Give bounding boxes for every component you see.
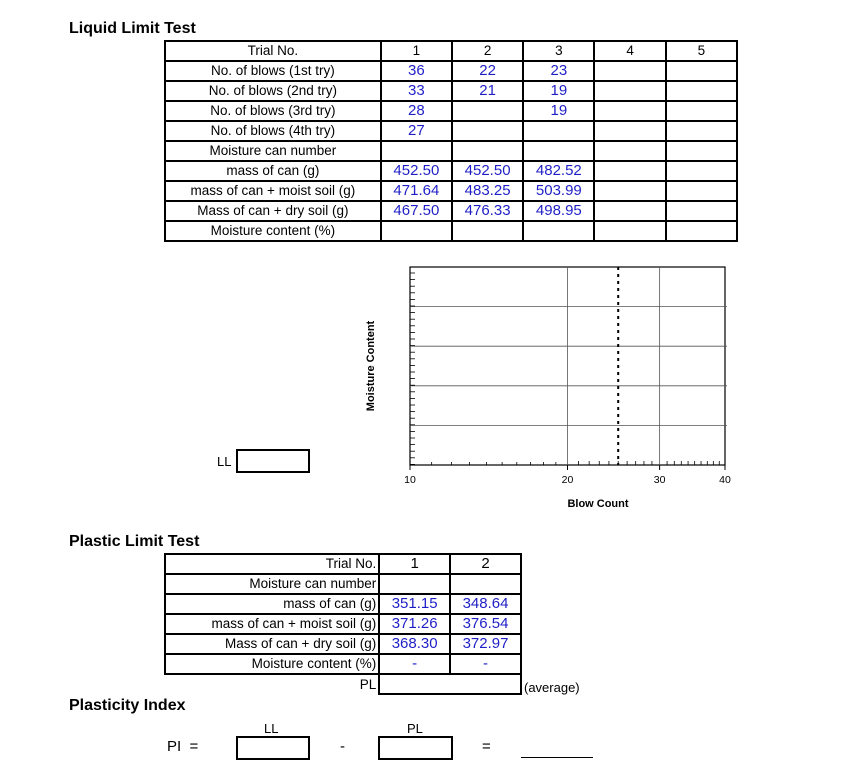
ll-cell[interactable] bbox=[594, 81, 665, 101]
ll-cell[interactable] bbox=[594, 181, 665, 201]
ll-cell[interactable] bbox=[666, 141, 737, 161]
pl-cell[interactable]: 351.15 bbox=[379, 594, 450, 614]
pl-row bbox=[165, 634, 521, 654]
ll-cell[interactable] bbox=[452, 121, 523, 141]
pl-row bbox=[165, 654, 521, 674]
ll-cell[interactable]: 498.95 bbox=[523, 201, 594, 221]
ll-cell[interactable]: 467.50 bbox=[381, 201, 452, 221]
ll-cell[interactable] bbox=[666, 181, 737, 201]
ll-cell[interactable]: 19 bbox=[523, 101, 594, 121]
pl-header-row bbox=[165, 554, 521, 574]
ll-cell[interactable]: 483.25 bbox=[452, 181, 523, 201]
ll-cell[interactable] bbox=[594, 121, 665, 141]
y-axis-title: Moisture Content bbox=[365, 320, 377, 412]
trial-number: 5 bbox=[666, 41, 737, 61]
ll-result-field[interactable] bbox=[236, 449, 310, 473]
trial-number: 3 bbox=[523, 41, 594, 61]
ll-cell[interactable]: 452.50 bbox=[381, 161, 452, 181]
ll-row-label: No. of blows (1st try) bbox=[165, 61, 381, 81]
pi-pl-caption: PL bbox=[407, 721, 423, 736]
ll-cell[interactable]: 452.50 bbox=[452, 161, 523, 181]
pl-row-label: Moisture content (%) bbox=[165, 654, 379, 674]
ll-cell[interactable] bbox=[381, 221, 452, 241]
ll-cell[interactable]: 22 bbox=[452, 61, 523, 81]
ll-row-label: No. of blows (3rd try) bbox=[165, 101, 381, 121]
ll-row bbox=[165, 101, 737, 121]
pl-row-label: Moisture can number bbox=[165, 574, 379, 594]
pl-trial-no-label: Trial No. bbox=[165, 554, 379, 574]
trial-no-label: Trial No. bbox=[165, 41, 381, 61]
pi-result-line[interactable] bbox=[521, 742, 593, 758]
ll-cell[interactable] bbox=[666, 161, 737, 181]
average-label: (average) bbox=[524, 680, 580, 695]
ll-cell[interactable]: 21 bbox=[452, 81, 523, 101]
ll-cell[interactable] bbox=[523, 221, 594, 241]
ll-cell[interactable] bbox=[523, 121, 594, 141]
pl-row-label: Mass of can + dry soil (g) bbox=[165, 634, 379, 654]
ll-cell[interactable] bbox=[594, 61, 665, 81]
ll-cell[interactable] bbox=[666, 121, 737, 141]
ll-cell[interactable] bbox=[594, 101, 665, 121]
ll-cell[interactable] bbox=[523, 141, 594, 161]
ll-row bbox=[165, 81, 737, 101]
ll-cell[interactable] bbox=[594, 161, 665, 181]
x-axis-title: Blow Count bbox=[567, 498, 629, 510]
pl-cell[interactable]: 371.26 bbox=[379, 614, 450, 634]
ll-row bbox=[165, 61, 737, 81]
ll-cell[interactable]: 27 bbox=[381, 121, 452, 141]
ll-cell[interactable] bbox=[594, 141, 665, 161]
pl-row-label: mass of can + moist soil (g) bbox=[165, 614, 379, 634]
ll-row bbox=[165, 161, 737, 181]
ll-cell[interactable] bbox=[594, 201, 665, 221]
liquid-limit-title: Liquid Limit Test bbox=[69, 20, 196, 37]
pl-row bbox=[165, 614, 521, 634]
pl-cell[interactable]: 348.64 bbox=[450, 594, 521, 614]
ll-row-label: No. of blows (4th try) bbox=[165, 121, 381, 141]
ll-cell[interactable] bbox=[594, 221, 665, 241]
ll-cell[interactable]: 23 bbox=[523, 61, 594, 81]
minus-sign: - bbox=[340, 738, 345, 755]
ll-cell[interactable]: 28 bbox=[381, 101, 452, 121]
ll-row bbox=[165, 141, 737, 161]
pl-label: PL bbox=[165, 674, 379, 694]
pl-trial-number: 1 bbox=[379, 554, 450, 574]
trial-number: 1 bbox=[381, 41, 452, 61]
ll-row bbox=[165, 181, 737, 201]
ll-cell[interactable] bbox=[666, 201, 737, 221]
pl-cell[interactable]: 376.54 bbox=[450, 614, 521, 634]
trial-number: 2 bbox=[452, 41, 523, 61]
ll-cell[interactable]: 471.64 bbox=[381, 181, 452, 201]
ll-row bbox=[165, 201, 737, 221]
ll-row-label: Mass of can + dry soil (g) bbox=[165, 201, 381, 221]
ll-cell[interactable]: 476.33 bbox=[452, 201, 523, 221]
ll-row-label: mass of can + moist soil (g) bbox=[165, 181, 381, 201]
ll-cell[interactable]: 482.52 bbox=[523, 161, 594, 181]
pl-cell[interactable]: 368.30 bbox=[379, 634, 450, 654]
pi-ll-caption: LL bbox=[264, 721, 279, 736]
pi-label: PI = bbox=[167, 738, 199, 755]
ll-cell[interactable] bbox=[666, 221, 737, 241]
ll-cell[interactable] bbox=[666, 81, 737, 101]
equals-sign: = bbox=[482, 738, 491, 755]
ll-cell[interactable]: 19 bbox=[523, 81, 594, 101]
ll-header-row bbox=[165, 41, 737, 61]
liquid-limit-table bbox=[164, 40, 738, 242]
ll-label: LL bbox=[217, 454, 232, 469]
plastic-limit-title: Plastic Limit Test bbox=[69, 533, 200, 550]
ll-cell[interactable] bbox=[452, 141, 523, 161]
plastic-limit-table bbox=[164, 553, 522, 695]
ll-cell[interactable] bbox=[666, 101, 737, 121]
pl-cell[interactable]: 372.97 bbox=[450, 634, 521, 654]
ll-cell[interactable] bbox=[452, 101, 523, 121]
pl-cell[interactable] bbox=[379, 574, 450, 594]
ll-cell[interactable] bbox=[452, 221, 523, 241]
flow-curve-chart bbox=[355, 260, 755, 520]
ll-row bbox=[165, 221, 737, 241]
pi-ll-field[interactable] bbox=[236, 736, 310, 760]
ll-row-label: Moisture can number bbox=[165, 141, 381, 161]
trial-number: 4 bbox=[594, 41, 665, 61]
ll-cell[interactable] bbox=[666, 61, 737, 81]
pl-row-label: mass of can (g) bbox=[165, 594, 379, 614]
ll-row bbox=[165, 121, 737, 141]
pl-trial-number: 2 bbox=[450, 554, 521, 574]
pi-pl-field[interactable] bbox=[378, 736, 453, 760]
ll-cell[interactable] bbox=[381, 141, 452, 161]
pl-cell[interactable] bbox=[450, 574, 521, 594]
x-tick-label: 40 bbox=[719, 474, 731, 486]
x-tick-label: 20 bbox=[561, 474, 574, 486]
pl-row bbox=[165, 574, 521, 594]
pl-average-row bbox=[165, 674, 521, 694]
ll-row-label: mass of can (g) bbox=[165, 161, 381, 181]
x-tick-label: 30 bbox=[653, 474, 666, 486]
ll-cell[interactable]: 33 bbox=[381, 81, 452, 101]
ll-row-label: No. of blows (2nd try) bbox=[165, 81, 381, 101]
ll-cell[interactable]: 36 bbox=[381, 61, 452, 81]
plasticity-index-title: Plasticity Index bbox=[69, 697, 186, 714]
ll-row-label: Moisture content (%) bbox=[165, 221, 381, 241]
pl-cell[interactable]: - bbox=[379, 654, 450, 674]
pl-row bbox=[165, 594, 521, 614]
x-tick-label: 10 bbox=[404, 474, 416, 486]
ll-cell[interactable]: 503.99 bbox=[523, 181, 594, 201]
pl-cell[interactable]: - bbox=[450, 654, 521, 674]
pl-average-field[interactable] bbox=[379, 674, 521, 694]
